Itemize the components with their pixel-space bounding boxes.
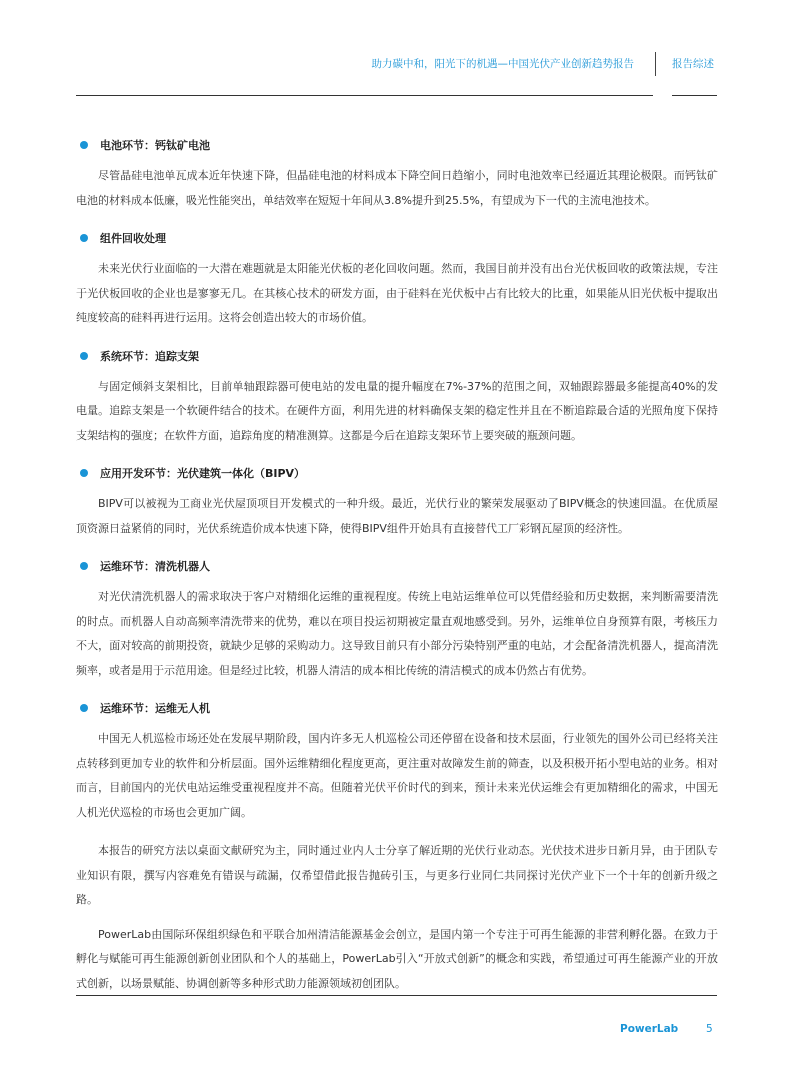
- section-cleaning-robot: [76, 555, 718, 683]
- heading-text: 应用开发环节：光伏建筑一体化（BIPV）: [100, 467, 306, 480]
- heading-text: 运维环节：清洗机器人: [100, 560, 210, 573]
- section-heading: [76, 555, 718, 577]
- header-rule-side: [672, 95, 717, 96]
- section-paragraph: 尽管晶硅电池单瓦成本近年快速下降，但晶硅电池的材料成本下降空间日趋缩小，同时电池效率已经逼近其理论极限。而钙钛矿电池的材料成本低廉，吸光性能突出，单结效率在短短十年间从3.8%提升到25.5%，有望成为下一代的主流电池技术。: [76, 169, 718, 207]
- section-drone: [76, 697, 718, 825]
- footer-rule: [76, 995, 717, 996]
- heading-text: 组件回收处理: [100, 232, 166, 245]
- bullet-dot-icon: [80, 352, 88, 360]
- closing-notes: [76, 839, 718, 996]
- section-heading: [76, 462, 718, 484]
- section-paragraph: 未来光伏行业面临的一大潜在难题就是太阳能光伏板的老化回收问题。然而，我国目前并没有出台光伏板回收的政策法规，专注于光伏板回收的企业也是寥寥无几。在其核心技术的研发方面，由于硅料在光伏板中占有比较大的比重，如果能从旧光伏板中提取出纯度较高的硅料再进行运用。这将会创造出较大的市场价值。: [76, 262, 718, 324]
- heading-text: 系统环节：追踪支架: [100, 349, 199, 363]
- powerlab-paragraph: PowerLab由国际环保组织绿色和平联合加州清洁能源基金会创立，是国内第一个专注于可再生能源的非营利孵化器。在致力于孵化与赋能可再生能源创新创业团队和个人的基础上，PowerLab引入“开放式创新”的概念和实践，希望通过可再生能源产业的开放式创新，以场景赋能、协调创新等多种形式助力能源领域初创团队。: [76, 927, 718, 990]
- section-heading: [76, 697, 718, 719]
- page-number: 5: [706, 1023, 713, 1035]
- bullet-dot-icon: [80, 562, 88, 570]
- section-heading: [76, 227, 718, 249]
- bullet-dot-icon: [80, 704, 88, 712]
- bullet-dot-icon: [80, 234, 88, 242]
- section-paragraph: 对光伏清洗机器人的需求取决于客户对精细化运维的重视程度。传统上电站运维单位可以凭借经验和历史数据，来判断需要清洗的时点。而机器人自动高频率清洗带来的优势，难以在项目投运初期被定量直观地感受到。另外，运维单位自身预算有限，考核压力不大，面对较高的前期投资，就缺少足够的采购动力。这导致目前只有小部分污染特别严重的电站，才会配备清洗机器人，提高清洗频率，或者是用于示范用途。但是经过比较，机器人清洁的成本相比传统的清洁模式的成本仍然占有优势。: [76, 590, 718, 677]
- section-paragraph: 与固定倾斜支架相比，目前单轴跟踪器可使电站的发电量的提升幅度在7%-37%的范围之间，双轴跟踪器最多能提高40%的发电量。追踪支架是一个软硬件结合的技术。在硬件方面，利用先进的材料确保支架的稳定性并且在不断追踪最合适的光照角度下保持支架结构的强度；在软件方面，追踪角度的精准测算。这都是今后在追踪支架环节上要突破的瓶颈问题。: [76, 379, 718, 442]
- header-divider: [655, 52, 656, 76]
- section-paragraph: BIPV可以被视为工商业光伏屋顶项目开发模式的一种升级。最近，光伏行业的繁荣发展驱动了BIPV概念的快速回温。在优质屋顶资源日益紧俏的同时，光伏系统造价成本快速下降，使得BIPV组件开始具有直接替代工厂彩钢瓦屋顶的经济性。: [76, 497, 718, 535]
- footer-brand-logo: PowerLab: [620, 1023, 679, 1035]
- bullet-dot-icon: [80, 141, 88, 149]
- page-body: [76, 134, 718, 996]
- section-bipv: [76, 462, 718, 541]
- section-heading: [76, 134, 718, 156]
- report-title: 助力碳中和，阳光下的机遇—中国光伏产业创新趋势报告: [371, 58, 634, 70]
- header-rule: [76, 95, 653, 96]
- heading-text: 电池环节：钙钛矿电池: [100, 139, 210, 152]
- methodology-paragraph: 本报告的研究方法以桌面文献研究为主，同时通过业内人士分享了解近期的光伏行业动态。光伏技术进步日新月异，由于团队专业知识有限，撰写内容难免有错误与疏漏，仅希望借此报告抛砖引玉，与更多行业同仁共同探讨光伏产业下一个十年的创新升级之路。: [76, 844, 718, 906]
- section-label: 报告综述: [672, 58, 714, 70]
- section-paragraph: 中国无人机巡检市场还处在发展早期阶段，国内许多无人机巡检公司还停留在设备和技术层面，行业领先的国外公司已经将关注点转移到更加专业的软件和分析层面。国外运维精细化程度更高，更注重对故障发生前的筛查，以及积极开拓小型电站的业务。相对而言，目前国内的光伏电站运维受重视程度并不高。但随着光伏平价时代的到来，预计未来光伏运维会有更加精细化的需求，中国无人机光伏巡检的市场也会更加广阔。: [76, 732, 718, 819]
- section-recycling: [76, 227, 718, 331]
- section-tracker: [76, 345, 718, 449]
- heading-text: 运维环节：运维无人机: [100, 702, 210, 715]
- bullet-dot-icon: [80, 469, 88, 477]
- section-perovskite: [76, 134, 718, 213]
- page-header: [0, 0, 793, 100]
- section-heading: [76, 345, 718, 367]
